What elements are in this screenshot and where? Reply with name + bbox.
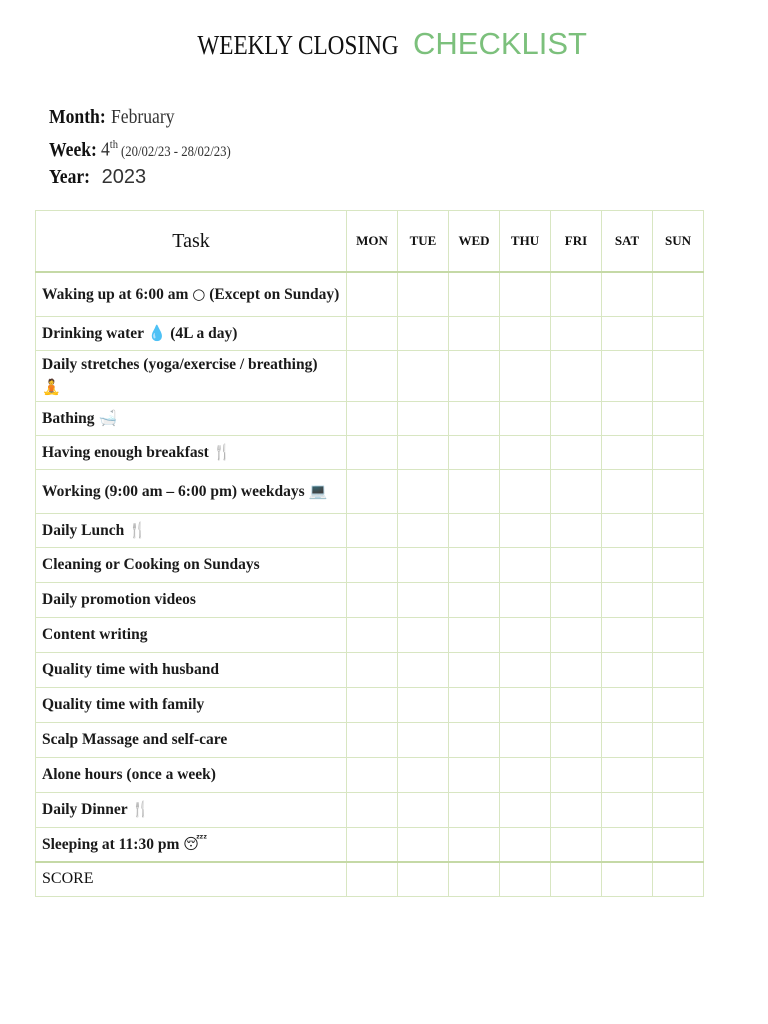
check-cell-sun[interactable] [653, 687, 704, 722]
task-cell [36, 350, 347, 401]
check-cell-mon[interactable] [347, 652, 398, 687]
check-cell-wed[interactable] [449, 513, 500, 547]
month-line [49, 106, 184, 129]
fork-knife-icon: 🍴 [128, 520, 147, 539]
check-cell-fri[interactable] [551, 316, 602, 350]
check-cell-tue[interactable] [398, 401, 449, 435]
task-cell [36, 469, 347, 513]
check-cell-wed[interactable] [449, 350, 500, 401]
check-cell-thu[interactable] [500, 401, 551, 435]
task-cell [36, 722, 347, 757]
check-cell-sat[interactable] [602, 687, 653, 722]
check-cell-tue[interactable] [398, 316, 449, 350]
check-cell-thu[interactable] [500, 547, 551, 582]
header-row [36, 211, 704, 273]
week-line [49, 137, 250, 162]
check-cell-tue[interactable] [398, 350, 449, 401]
task-cell [36, 687, 347, 722]
score-cell-sat[interactable] [602, 862, 653, 896]
check-cell-sun[interactable] [653, 722, 704, 757]
check-cell-sun[interactable] [653, 469, 704, 513]
table-row [36, 316, 704, 350]
check-cell-fri[interactable] [551, 652, 602, 687]
check-cell-sun[interactable] [653, 316, 704, 350]
week-range: (20/02/23 - 28/02/23) [120, 143, 231, 160]
laptop-icon: 💻 [308, 481, 328, 500]
task-label: Quality time with family [42, 696, 205, 713]
check-cell-thu[interactable] [500, 792, 551, 827]
check-cell-thu[interactable] [500, 469, 551, 513]
check-cell-wed[interactable] [449, 582, 500, 617]
check-cell-fri[interactable] [551, 582, 602, 617]
score-cell-thu[interactable] [500, 862, 551, 896]
day-header-fri: FRI [551, 211, 602, 273]
task-label: Drinking water [42, 324, 144, 342]
check-cell-sun[interactable] [653, 827, 704, 862]
year-line [49, 166, 146, 189]
check-cell-tue[interactable] [398, 547, 449, 582]
week-suffix: th [110, 137, 119, 151]
task-label: Scalp Massage and self-care [42, 731, 228, 748]
check-cell-thu[interactable] [500, 827, 551, 862]
page-title [0, 26, 768, 62]
score-cell-mon[interactable] [347, 862, 398, 896]
task-cell [36, 272, 347, 316]
check-cell-fri[interactable] [551, 272, 602, 316]
water-drops-icon: 💧 [147, 323, 167, 342]
check-cell-mon[interactable] [347, 435, 398, 469]
task-cell [36, 513, 347, 547]
day-header-tue: TUE [398, 211, 449, 273]
check-cell-wed[interactable] [449, 272, 500, 316]
check-cell-wed[interactable] [449, 316, 500, 350]
day-header-sat: SAT [602, 211, 653, 273]
check-cell-tue[interactable] [398, 827, 449, 862]
fork-knife-icon: 🍴 [131, 800, 150, 818]
check-cell-fri[interactable] [551, 687, 602, 722]
table-row [36, 401, 704, 435]
check-cell-sun[interactable] [653, 435, 704, 469]
score-cell-tue[interactable] [398, 862, 449, 896]
check-cell-thu[interactable] [500, 652, 551, 687]
check-cell-thu[interactable] [500, 617, 551, 652]
check-cell-fri[interactable] [551, 757, 602, 792]
check-cell-sun[interactable] [653, 757, 704, 792]
task-label: Working (9:00 am – 6:00 pm) weekdays [42, 482, 305, 500]
check-cell-tue[interactable] [398, 513, 449, 547]
table-row [36, 582, 704, 617]
check-cell-thu[interactable] [500, 582, 551, 617]
table-row [36, 722, 704, 757]
check-cell-fri[interactable] [551, 435, 602, 469]
check-cell-thu[interactable] [500, 350, 551, 401]
check-cell-mon[interactable] [347, 469, 398, 513]
check-cell-sun[interactable] [653, 617, 704, 652]
check-cell-tue[interactable] [398, 792, 449, 827]
day-header-wed: WED [449, 211, 500, 273]
check-cell-thu[interactable] [500, 687, 551, 722]
check-cell-wed[interactable] [449, 435, 500, 469]
table-row [36, 687, 704, 722]
check-cell-wed[interactable] [449, 652, 500, 687]
check-cell-wed[interactable] [449, 547, 500, 582]
check-cell-sat[interactable] [602, 401, 653, 435]
task-note: (Except on Sunday) [209, 285, 340, 303]
check-cell-sun[interactable] [653, 547, 704, 582]
task-label: Sleeping at 11:30 pm [42, 835, 180, 853]
task-label: Cleaning or Cooking on Sundays [42, 556, 260, 573]
table-row [36, 547, 704, 582]
check-cell-mon[interactable] [347, 316, 398, 350]
title-part-1: WEEKLY CLOSING [197, 30, 399, 60]
task-cell [36, 582, 347, 617]
bathtub-icon: 🛁 [98, 408, 118, 427]
check-cell-fri[interactable] [551, 513, 602, 547]
check-cell-tue[interactable] [398, 687, 449, 722]
check-cell-mon[interactable] [347, 617, 398, 652]
check-cell-sat[interactable] [602, 513, 653, 547]
meditation-icon: 🧘 [42, 377, 61, 396]
check-cell-fri[interactable] [551, 827, 602, 862]
table-row [36, 792, 704, 827]
title-part-2: CHECKLIST [413, 26, 587, 61]
checklist-table [35, 210, 704, 897]
check-cell-sat[interactable] [602, 582, 653, 617]
check-cell-mon[interactable] [347, 722, 398, 757]
check-cell-mon[interactable] [347, 687, 398, 722]
check-cell-thu[interactable] [500, 435, 551, 469]
year-value: 2023 [101, 166, 147, 188]
check-cell-tue[interactable] [398, 617, 449, 652]
score-label: SCORE [36, 862, 347, 896]
month-value: February [111, 106, 175, 128]
check-cell-mon[interactable] [347, 547, 398, 582]
day-header-sun: SUN [653, 211, 704, 273]
task-label: Content writing [42, 626, 148, 643]
week-label: Week: [49, 138, 97, 161]
check-cell-tue[interactable] [398, 652, 449, 687]
task-cell [36, 617, 347, 652]
table-row [36, 435, 704, 469]
table-row [36, 350, 704, 401]
day-header-mon: MON [347, 211, 398, 273]
check-cell-wed[interactable] [449, 687, 500, 722]
month-label: Month: [49, 106, 106, 128]
check-cell-mon[interactable] [347, 757, 398, 792]
day-header-thu: THU [500, 211, 551, 273]
check-cell-wed[interactable] [449, 827, 500, 862]
table-row [36, 272, 704, 316]
check-cell-mon[interactable] [347, 401, 398, 435]
task-cell [36, 827, 347, 862]
check-cell-sun[interactable] [653, 401, 704, 435]
check-cell-tue[interactable] [398, 469, 449, 513]
check-cell-thu[interactable] [500, 757, 551, 792]
check-cell-fri[interactable] [551, 350, 602, 401]
table-row [36, 652, 704, 687]
check-cell-sat[interactable] [602, 350, 653, 401]
task-label: Waking up at 6:00 am [42, 285, 189, 303]
task-list [36, 272, 704, 896]
check-cell-thu[interactable] [500, 272, 551, 316]
check-cell-sun[interactable] [653, 792, 704, 827]
year-label: Year: [49, 166, 91, 188]
task-header: Task [36, 211, 347, 273]
task-cell [36, 547, 347, 582]
week-value: 4th [101, 137, 119, 161]
check-cell-sat[interactable] [602, 435, 653, 469]
task-label: Bathing [42, 409, 95, 427]
task-label: Daily Dinner [42, 801, 128, 818]
task-label: Daily promotion videos [42, 591, 196, 608]
check-cell-tue[interactable] [398, 272, 449, 316]
check-cell-mon[interactable] [347, 272, 398, 316]
task-cell [36, 435, 347, 469]
check-cell-sat[interactable] [602, 652, 653, 687]
check-cell-fri[interactable] [551, 617, 602, 652]
check-cell-sat[interactable] [602, 792, 653, 827]
check-cell-sun[interactable] [653, 652, 704, 687]
check-cell-mon[interactable] [347, 350, 398, 401]
check-cell-wed[interactable] [449, 757, 500, 792]
sleeping-face-icon: 😴 [183, 834, 208, 853]
check-cell-fri[interactable] [551, 401, 602, 435]
task-label: Quality time with husband [42, 661, 220, 678]
check-cell-sun[interactable] [653, 350, 704, 401]
table-row [36, 469, 704, 513]
check-cell-thu[interactable] [500, 316, 551, 350]
task-cell [36, 792, 347, 827]
check-cell-fri[interactable] [551, 722, 602, 757]
table-row [36, 757, 704, 792]
check-cell-fri[interactable] [551, 547, 602, 582]
check-cell-mon[interactable] [347, 513, 398, 547]
check-cell-wed[interactable] [449, 617, 500, 652]
task-cell [36, 652, 347, 687]
check-cell-fri[interactable] [551, 469, 602, 513]
score-cell-fri[interactable] [551, 862, 602, 896]
task-cell [36, 757, 347, 792]
score-row [36, 862, 704, 896]
score-cell-sun[interactable] [653, 862, 704, 896]
check-cell-sat[interactable] [602, 272, 653, 316]
check-cell-sat[interactable] [602, 547, 653, 582]
score-cell-wed[interactable] [449, 862, 500, 896]
table-row [36, 827, 704, 862]
task-cell [36, 316, 347, 350]
check-cell-tue[interactable] [398, 582, 449, 617]
check-cell-sat[interactable] [602, 617, 653, 652]
check-cell-mon[interactable] [347, 792, 398, 827]
table-row [36, 513, 704, 547]
table-row [36, 617, 704, 652]
check-cell-mon[interactable] [347, 827, 398, 862]
check-cell-sun[interactable] [653, 272, 704, 316]
check-cell-fri[interactable] [551, 792, 602, 827]
check-cell-sat[interactable] [602, 827, 653, 862]
check-cell-thu[interactable] [500, 722, 551, 757]
task-cell [36, 401, 347, 435]
check-cell-wed[interactable] [449, 469, 500, 513]
check-cell-tue[interactable] [398, 757, 449, 792]
task-note: (4L a day) [170, 324, 238, 342]
check-cell-sat[interactable] [602, 316, 653, 350]
task-label: Alone hours (once a week) [42, 766, 216, 783]
check-cell-sat[interactable] [602, 757, 653, 792]
fork-knife-icon: 🍴 [212, 442, 232, 461]
check-cell-wed[interactable] [449, 401, 500, 435]
check-cell-tue[interactable] [398, 722, 449, 757]
check-cell-wed[interactable] [449, 792, 500, 827]
check-cell-mon[interactable] [347, 582, 398, 617]
check-cell-sat[interactable] [602, 469, 653, 513]
task-label: Having enough breakfast [42, 443, 209, 461]
check-cell-sat[interactable] [602, 722, 653, 757]
task-label: Daily Lunch [42, 521, 125, 539]
task-label: Daily stretches (yoga/exercise / breathing) [42, 355, 318, 373]
check-cell-wed[interactable] [449, 722, 500, 757]
alarm-clock-icon: ○ [192, 284, 206, 303]
check-cell-thu[interactable] [500, 513, 551, 547]
check-cell-sun[interactable] [653, 513, 704, 547]
check-cell-sun[interactable] [653, 582, 704, 617]
check-cell-tue[interactable] [398, 435, 449, 469]
